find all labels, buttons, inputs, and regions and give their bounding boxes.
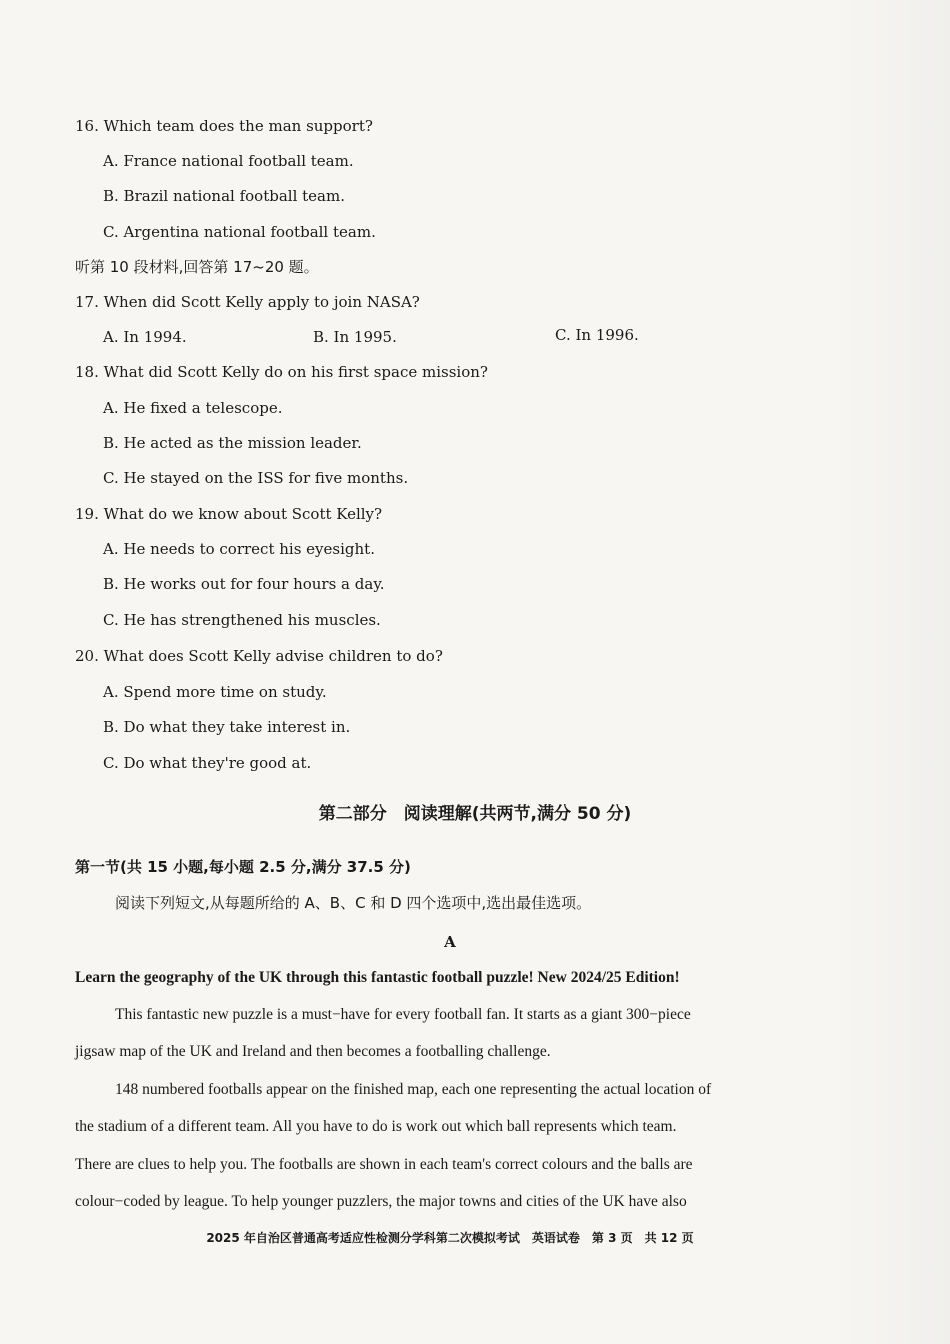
question-17-option-c: C. In 1996. <box>555 326 639 344</box>
question-16-stem: 16. Which team does the man support? <box>75 117 373 135</box>
question-17-stem: 17. When did Scott Kelly apply to join NASA? <box>75 293 420 311</box>
passage-label: A <box>444 933 456 951</box>
question-20-stem: 20. What does Scott Kelly advise children to do? <box>75 647 443 665</box>
question-20-option-a: A. Spend more time on study. <box>103 683 327 701</box>
question-19-option-b: B. He works out for four hours a day. <box>103 575 385 593</box>
paragraph-2-line-3: There are clues to help you. The footballs are shown in each team's correct colours and the balls are <box>75 1156 693 1173</box>
paragraph-1-line-2: jigsaw map of the UK and Ireland and then becomes a footballing challenge. <box>75 1043 551 1060</box>
paragraph-2-line-4: colour−coded by league. To help younger puzzlers, the major towns and cities of the UK have also <box>75 1193 687 1210</box>
page-footer: 2025 年自治区普通高考适应性检测分学科第二次模拟考试 英语试卷 第 3 页 共 12 页 <box>206 1231 694 1245</box>
question-16-option-c: C. Argentina national football team. <box>103 223 376 241</box>
paragraph-1-line-1: This fantastic new puzzle is a must−have for every football fan. It starts as a giant 300−piece <box>115 1006 691 1023</box>
part-two-title: 第二部分 阅读理解(共两节,满分 50 分) <box>318 804 632 824</box>
passage-title: Learn the geography of the UK through this fantastic football puzzle! New 2024/25 Edition! <box>75 969 680 986</box>
question-19-option-a: A. He needs to correct his eyesight. <box>103 540 375 558</box>
question-20-option-c: C. Do what they're good at. <box>103 754 312 772</box>
listening-section-note: 听第 10 段材料,回答第 17~20 题。 <box>75 258 319 276</box>
question-17-option-b: B. In 1995. <box>313 328 397 346</box>
reading-instruction: 阅读下列短文,从每题所给的 A、B、C 和 D 四个选项中,选出最佳选项。 <box>115 894 592 912</box>
section-one-title: 第一节(共 15 小题,每小题 2.5 分,满分 37.5 分) <box>75 858 411 876</box>
question-18-option-c: C. He stayed on the ISS for five months. <box>103 469 409 487</box>
question-19-stem: 19. What do we know about Scott Kelly? <box>75 505 383 523</box>
question-16-option-a: A. France national football team. <box>103 152 354 170</box>
paragraph-2-line-1: 148 numbered footballs appear on the finished map, each one representing the actual location of <box>115 1081 712 1098</box>
question-18-option-a: A. He fixed a telescope. <box>103 399 283 417</box>
question-19-option-c: C. He has strengthened his muscles. <box>103 611 381 629</box>
question-20-option-b: B. Do what they take interest in. <box>103 718 351 736</box>
paragraph-2-line-2: the stadium of a different team. All you have to do is work out which ball represents which team. <box>75 1118 677 1135</box>
question-18-stem: 18. What did Scott Kelly do on his first space mission? <box>75 363 488 381</box>
scan-shadow <box>830 0 950 1344</box>
question-18-option-b: B. He acted as the mission leader. <box>103 434 362 452</box>
question-17-option-a: A. In 1994. <box>103 328 187 346</box>
question-16-option-b: B. Brazil national football team. <box>103 187 345 205</box>
